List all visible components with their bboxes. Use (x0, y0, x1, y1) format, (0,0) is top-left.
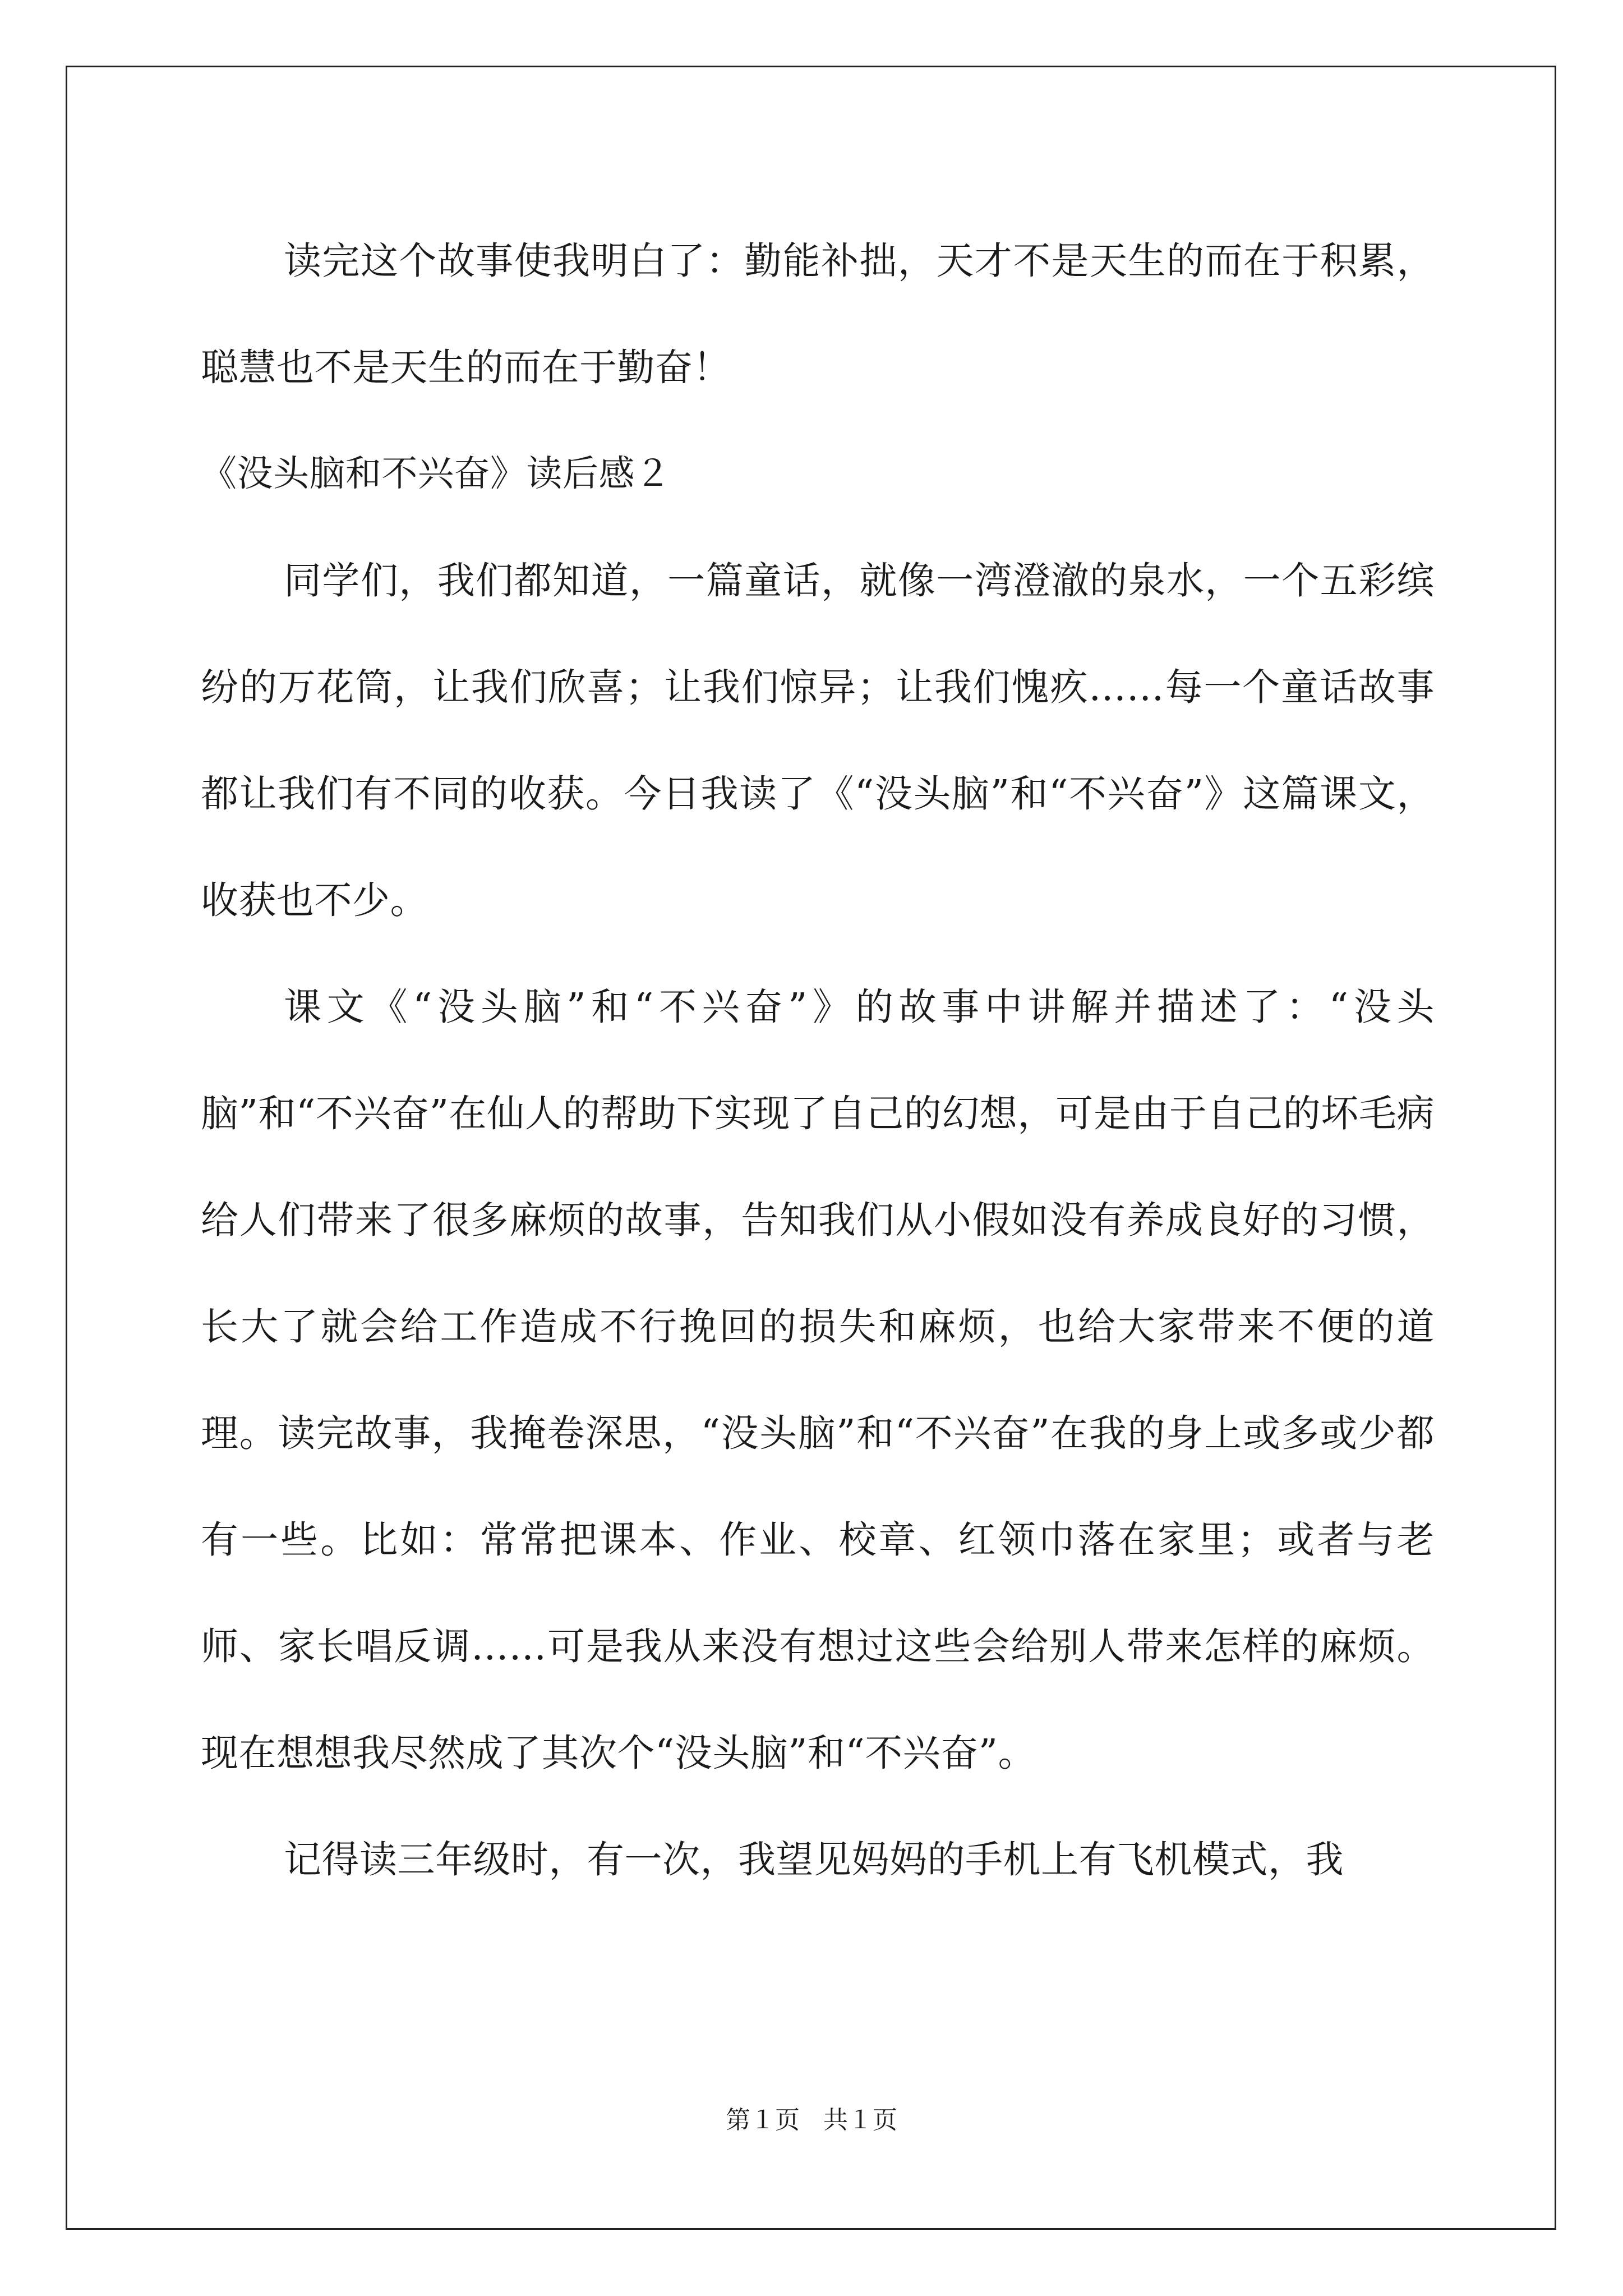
page-footer (0, 2104, 1623, 2137)
paragraph-conclusion: 读完这个故事使我明白了：勤能补拙，天才不是天生的而在于积累，聪慧也不是天生的而在于勤奋！ (201, 239, 1435, 389)
page-total: 共１页 (823, 2106, 897, 2134)
section-heading: 《没头脑和不兴奋》读后感２ (201, 453, 671, 495)
paragraph-intro: 同学们，我们都知道，一篇童话，就像一湾澄澈的泉水，一个五彩缤纷的万花筒，让我们欣喜；让我们惊异；让我们愧疚……每一个童话故事都让我们有不同的收获。今日我读了《“没头脑”和“不兴奋”》这篇课文，收获也不少。 (201, 559, 1435, 922)
document-body (201, 208, 1435, 1913)
paragraph-summary: 课文《“没头脑”和“不兴奋”》的故事中讲解并描述了：“没头脑”和“不兴奋”在仙人的帮助下实现了自己的幻想，可是由于自己的坏毛病给人们带来了很多麻烦的故事，告知我们从小假如没有养成良好的习惯，长大了就会给工作造成不行挽回的损失和麻烦，也给大家带来不便的道理。读完故事，我掩卷深思，“没头脑”和“不兴奋”在我的身上或多或少都有一些。比如：常常把课本、作业、校章、红领巾落在家里；或者与老师、家长唱反调……可是我从来没有想过这些会给别人带来怎样的麻烦。现在想想我尽然成了其次个“没头脑”和“不兴奋”。 (201, 985, 1435, 1775)
page-number: 第１页 (726, 2106, 800, 2134)
paragraph-memory: 记得读三年级时，有一次，我望见妈妈的手机上有飞机模式，我 (284, 1838, 1344, 1881)
